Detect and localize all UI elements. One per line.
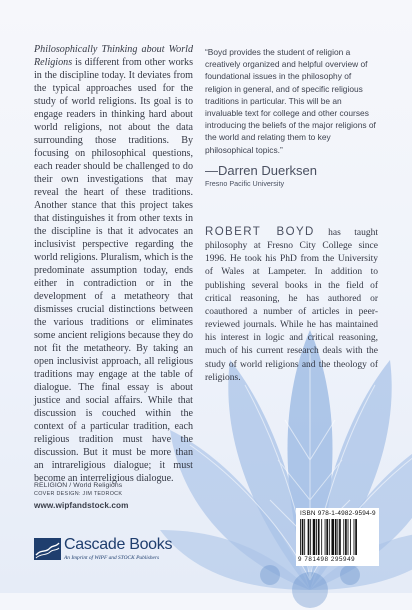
endorser-affiliation: Fresno Pacific University — [205, 179, 285, 188]
barcode-bar — [329, 519, 330, 555]
barcode-bar — [308, 519, 310, 555]
barcode-bar — [345, 519, 347, 555]
barcode-bar — [348, 519, 349, 555]
subject-category: RELIGION / World Religions — [34, 482, 123, 489]
barcode-bars — [300, 519, 376, 555]
publisher-imprint: An Imprint of WIPF and STOCK Publishers — [64, 555, 160, 561]
endorser-name: —Darren Duerksen — [205, 163, 317, 178]
barcode-bar — [337, 519, 338, 555]
isbn-number: ISBN 978-1-4982-9594-9 — [300, 510, 376, 517]
endorsement-attribution — [205, 163, 385, 188]
book-metadata — [34, 481, 204, 510]
barcode-bar — [302, 519, 304, 555]
barcode-bar — [326, 519, 328, 555]
barcode-bar — [304, 519, 305, 555]
barcode-bar — [318, 519, 320, 555]
description-text: is different from other works in the discipline today. It deviates from the typical approaches used for the study of world religions. Its goal is to engage readers in thinking hard about world religions, not about the data surrounding those traditions. By focusing on philosophical questions, each reader should be challenged to do their own investigations that may reveal the heart of these traditions. Another stance that this project takes that distinguishes it from other texts in the discipline is that it advocates an inclusivist perspective regarding the world religions. Pluralism, which is the predominate assumption today, ends either in contradiction or in the development of a metatheory that dismisses crucial distinctions between the various traditions or eliminates some ancient religions because they do not fit the metatheory. By taking an open inclusivist approach, all religious traditions may engage at the table of dialogue. The final essay is about justice and social affairs. While that discussion is couched within the context of a particular tradition, each religious tradition must have the discussion. But it must be more than an intrareligious dialogue; it must become an interreligious dialogue. — [34, 57, 193, 484]
cascade-logo-icon — [34, 538, 61, 560]
publisher-website: www.wipfandstock.com — [34, 501, 129, 510]
barcode-bar — [316, 519, 317, 555]
barcode-digits: 9 781498 295949 — [298, 556, 356, 563]
barcode-bar — [300, 519, 301, 555]
publisher-logo — [34, 538, 204, 564]
book-description — [34, 43, 193, 485]
author-bio-text: has taught philosophy at Fresno City College since 1996. He took his PhD from the University of Wales at Lampeter. In addition to publishing several books in the field of critical reasoning, he has authored or coauthored a number of articles in peer-reviewed journals. While he has maintained his interest in logic and critical reasoning, much of his current research deals with the study of world religions and the theology of religions. — [205, 228, 378, 383]
endorsement-quote: “Boyd provides the student of religion a creatively organized and helpful overview of foundational issues in the philosophy of religion in general, and of specific religious traditions in particular. This will be an invaluable text for college and other courses introducing the beliefs of the major religions of the world and relating them to key philosophical topics.” — [205, 47, 376, 155]
barcode-bar — [343, 519, 344, 555]
barcode-bar — [335, 519, 337, 555]
book-title-italic: Philosophically Thinking about World Religions — [34, 44, 193, 68]
barcode-bar — [355, 519, 357, 555]
barcode-bar — [321, 519, 322, 555]
author-name: ROBERT BOYD — [205, 226, 315, 238]
barcode-bar — [325, 519, 326, 555]
author-bio — [205, 226, 378, 385]
barcode-bar — [354, 519, 355, 555]
barcode-bar — [313, 519, 316, 555]
barcode-bar — [331, 519, 334, 555]
barcode-bar — [339, 519, 341, 555]
publisher-name: Cascade Books — [64, 536, 173, 553]
barcode-bar — [350, 519, 351, 555]
barcode-bar — [310, 519, 311, 555]
isbn-barcode — [296, 508, 379, 566]
cover-design-credit: COVER DESIGN: JIM TEDROCK — [34, 491, 123, 497]
